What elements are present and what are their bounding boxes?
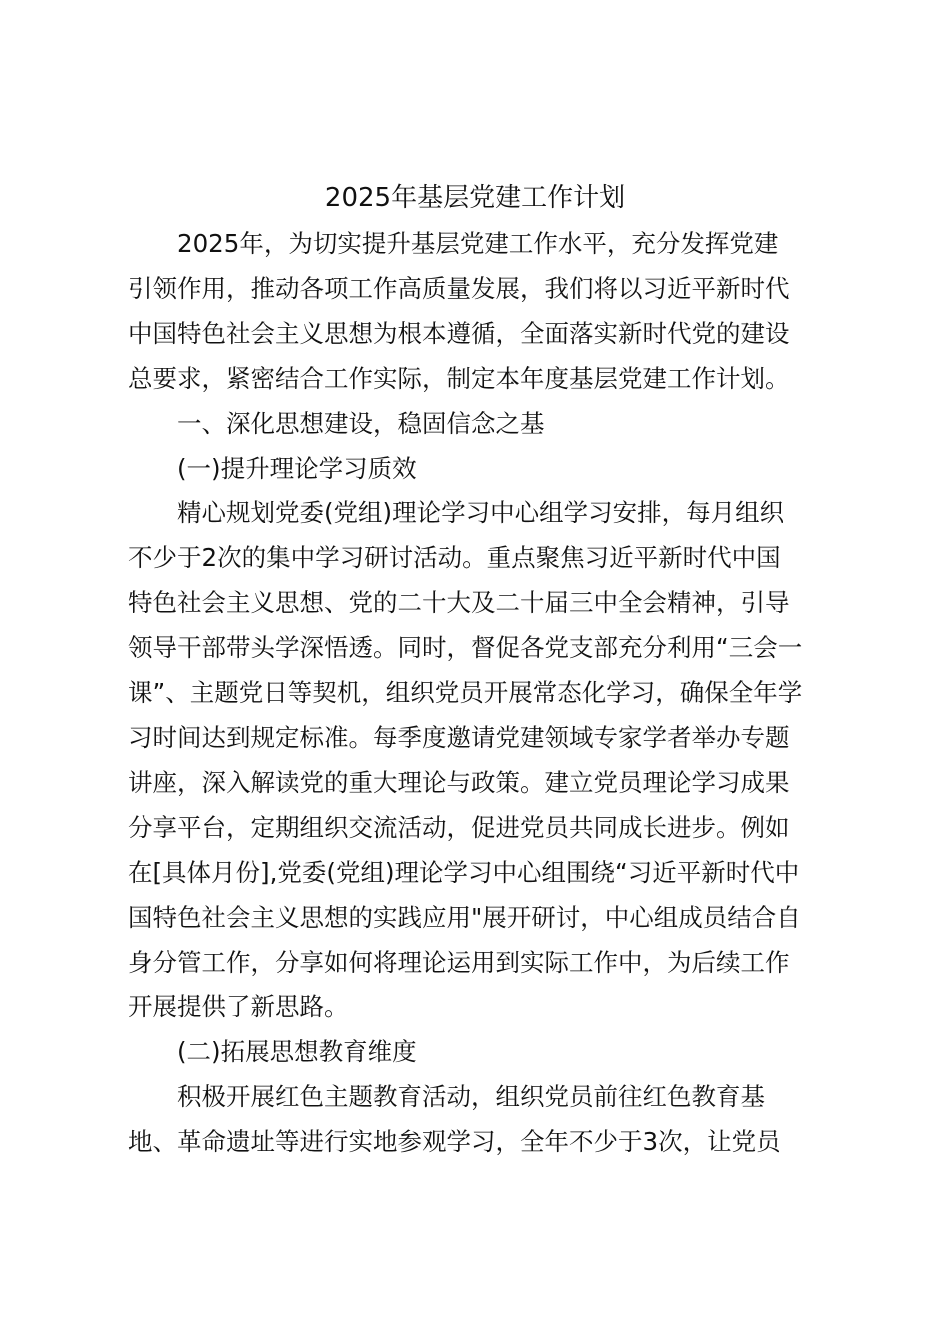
body-paragraph — [128, 491, 828, 1030]
text-line: 在[具体月份],党委(党组)理论学习中心组围绕“习近平新时代中 — [128, 857, 800, 887]
text-line: 国特色社会主义思想的实践应用"展开研讨，中心组成员结合自 — [128, 902, 801, 932]
text-line: 地、革命遗址等进行实地参观学习，全年不少于3次，让党员 — [128, 1127, 781, 1157]
section-heading — [128, 402, 828, 447]
text-line: 精心规划党委(党组)理论学习中心组学习安排，每月组织 — [177, 498, 785, 528]
text-line: (二)拓展思想教育维度 — [177, 1037, 417, 1067]
text-line: 身分管工作，分享如何将理论运用到实际工作中，为后续工作 — [128, 947, 790, 977]
body-paragraph — [128, 1075, 828, 1165]
text-line: 特色社会主义思想、党的二十大及二十届三中全会精神，引导 — [128, 588, 790, 618]
text-line: 课”、主题党日等契机，组织党员开展常态化学习，确保全年学 — [128, 678, 803, 708]
text-line: 习时间达到规定标准。每季度邀请党建领域专家学者举办专题 — [128, 722, 790, 752]
text-line: 开展提供了新思路。 — [128, 992, 349, 1022]
text-line: 引领作用，推动各项工作高质量发展，我们将以习近平新时代 — [128, 273, 790, 303]
text-line: 积极开展红色主题教育活动，组织党员前往红色教育基 — [177, 1082, 765, 1112]
document-body — [128, 222, 828, 1165]
document-title: 2025年基层党建工作计划 — [324, 183, 626, 213]
text-line: 一、深化思想建设，稳固信念之基 — [177, 408, 545, 438]
text-line: 领导干部带头学深悟透。同时，督促各党支部充分利用“三会一 — [128, 633, 803, 663]
section-heading — [128, 447, 828, 492]
text-line: (一)提升理论学习质效 — [177, 453, 417, 483]
text-line: 2025年，为切实提升基层党建工作水平，充分发挥党建 — [177, 229, 779, 258]
text-line: 不少于2次的集中学习研讨活动。重点聚焦习近平新时代中国 — [128, 543, 781, 573]
section-heading — [128, 1030, 828, 1075]
text-line: 讲座，深入解读党的重大理论与政策。建立党员理论学习成果 — [128, 767, 790, 797]
text-line: 总要求，紧密结合工作实际，制定本年度基层党建工作计划。 — [128, 363, 790, 393]
body-paragraph — [128, 222, 828, 402]
text-line: 中国特色社会主义思想为根本遵循，全面落实新时代党的建设 — [128, 318, 790, 348]
text-line: 分享平台，定期组织交流活动，促进党员共同成长进步。例如 — [128, 812, 790, 842]
